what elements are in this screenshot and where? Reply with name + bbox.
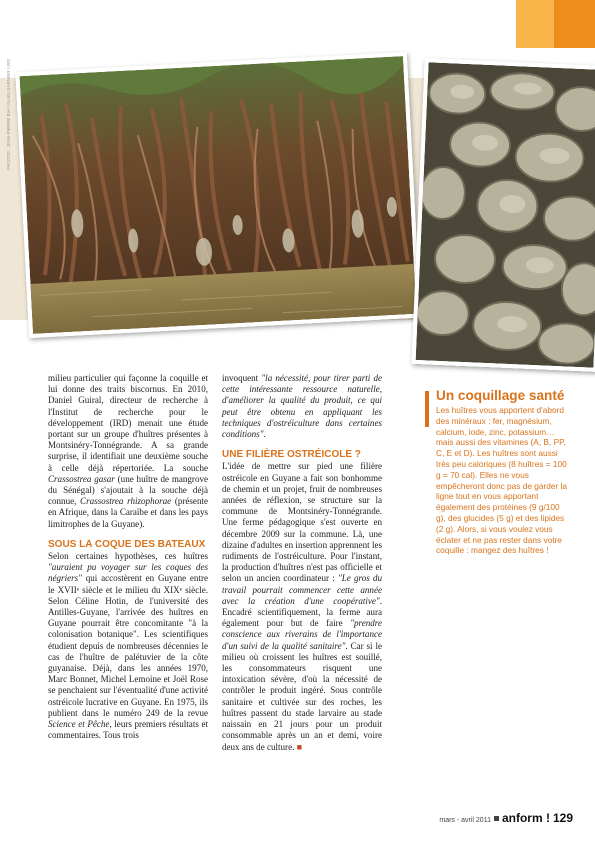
text: invoquent: [222, 373, 262, 383]
paragraph: [48, 373, 208, 530]
quote: "prendre conscience aux riverains de l'importance d'un suivi de la qualité sanitaire": [222, 618, 382, 651]
page-number: 129: [552, 811, 573, 825]
text: (présente en Afrique, dans la Caraïbe et dans les pays limitrophes de la Guyane).: [48, 496, 208, 529]
text: L'idée de mettre sur pied une filière ostréicole en Guyane a fait son bonhomme de chemin et un projet, fruit de nombreuses années de réflexion, se structure sur la commune de Montsinéry-Tonnégrande. Une ferme pédagogique s'est ouverte en décembre 2009 sur la commune. Là, une dizaine d'adultes en insertion apprennent les rudiments de l'ostréiculture. Pour l'instant, la production d'huîtres n'est pas officielle et selon un ancien coordinateur :: [222, 461, 382, 584]
section-heading: SOUS LA COQUE DES BATEAUX: [48, 538, 206, 550]
mangrove-photo: [15, 52, 420, 338]
paragraph: [222, 373, 382, 440]
text: .: [263, 429, 266, 440]
sidebar-accent-bar: [425, 391, 429, 427]
quote: "Le gros du travail pourrait commencer cette année avec la création d'une coopérative": [222, 573, 383, 606]
issue-date: mars - avril 2011: [439, 817, 491, 824]
oysters-photo-image: [416, 62, 595, 367]
species-name: Crassostrea gasar: [48, 473, 115, 484]
quote: "la nécessité, pour tirer parti de cette intéressante ressource naturelle, d'améliorer la qualité du produit, ce qui peut être obtenu en appliquant les techniques d'ostréiculture dans certaines conditions": [222, 373, 382, 440]
species-name: Crassostrea rhizophorae: [80, 496, 172, 507]
corner-tab-light: [516, 0, 554, 48]
text: Selon certaines hypothèses, ces huîtres: [48, 551, 208, 562]
article-column-1: [48, 373, 208, 742]
journal-title: Science et Pêche: [48, 719, 110, 730]
sidebar-box: [425, 389, 570, 556]
text: . Car si le milieu où croissent les huîtres est souillé, les consommateurs risquent une intoxication sévère, d'où la nécessité de contrôler le produit ingéré. Sous contrôle sanitaire et cultivée sur des roches, les huîtres passent du stade larvaire au stade naissain en 21 jours pour un produit consommable après un an et demi, voire deux ans de culture.: [222, 640, 382, 752]
oysters-photo: [411, 58, 595, 372]
text: . Encadré scientifiquement, la ferme aura également pour but de faire: [222, 595, 382, 629]
square-separator-icon: [494, 816, 499, 821]
sidebar-text: Les huîtres vous apportent d'abord des minéraux : fer, magnésium, calcium, iode, zinc, potassium… mais aussi des vitamines (A, B, PP, C, E et D). Les huîtres sont aussi très peu caloriques (8 huîtres = 100 g = 70 cal). Elles ne vous empêcheront donc pas de garder la ligne tout en vous apportant également des protéines (9 g/100 g), des glucides (5 g) et des lipides (2 g). Alors, si vous voulez vous éclater et ne pas rester dans votre coquille : mangez des huîtres !: [436, 405, 567, 556]
text: milieu particulier qui façonne la coquille et lui donne des traits biscornus. En 2010, Daniel Guiral, directeur de recherche à l'Institut de recherche pour le développement (IRD) menait une étude portant sur un groupe d'huîtres présentes à Montsinéry-Tonnégrande. A sa grande surprise, il identifiait une deuxième souche à celle déjà répertoriée. La souche: [48, 373, 208, 473]
article-column-2: [222, 373, 382, 753]
text: (une huître de mangrove du Sénégal) s'ajoutait à la souche déjà connue,: [48, 473, 209, 507]
section-heading: UNE FILIÈRE OSTRÉICOLE ?: [222, 449, 361, 461]
paragraph: [48, 551, 208, 741]
quote: "auraient pu voyager sur les coques des négriers": [48, 562, 208, 584]
end-of-article-mark: ■: [296, 741, 303, 752]
text: , leurs premiers résultats et commentaires. Tous trois: [48, 719, 208, 741]
mangrove-photo-image: [20, 56, 417, 334]
magazine-name: anform !: [501, 811, 550, 825]
paragraph: [222, 461, 382, 752]
page-footer: [439, 809, 573, 827]
photo-credit: PHOTOS : JEAN-PIERRE BIH / ALAIN GARNIER / IRD: [6, 59, 11, 170]
sidebar-title: Un coquillage santé: [436, 388, 565, 403]
corner-tab-dark: [554, 0, 595, 48]
text: qui accostèrent en Guyane entre le XVIIᵉ siècle et le milieu du XIXᵉ siècle. Selon Céline Hotin, de l'université des Antilles-Guyane, l'arrivée des huîtres en Guyane pourrait être concomitante "à la colonisation botanique". Les scientifiques étudient depuis de nombreuses décennies le cas de l'huître de palétuvier de la côte guyanaise. Déjà, dans les années 1970, Marc Bonnet, Michel Lemoine et Joël Rose se penchaient sur l'éventualité d'une activité ostréicole lucrative en Guyane. En 1975, ils publient dans le numéro 249 de la revue: [48, 573, 208, 718]
